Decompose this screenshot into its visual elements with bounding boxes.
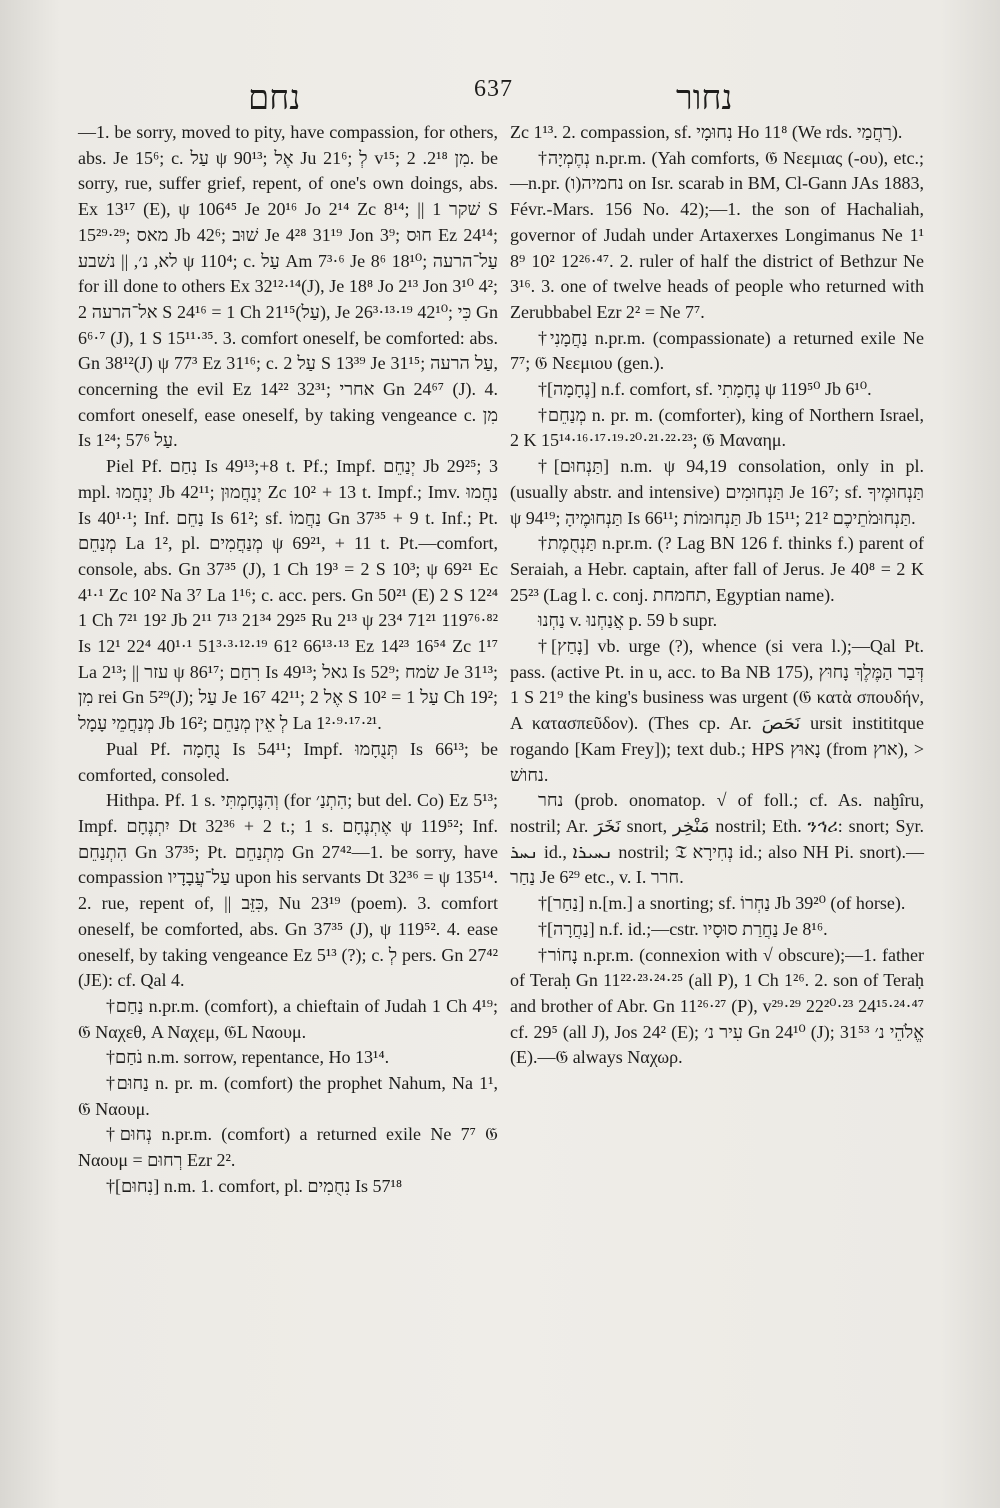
entry-nehamah: †[נֶחָמָה] n.f. comfort, sf. נֶחָמָתִי ψ 119⁵⁰ Jb 6¹⁰. — [538, 379, 872, 400]
entry-naharah: †[נַחֲרָה] n.f. id.;—cstr. נַחֲרַת סוּסָיו Je 8¹⁶. — [538, 918, 828, 939]
entry-nahamani: †נַחֲמָנִי n.pr.m. (compassionate) a returned exile Ne 7⁷; 𝔊 Νεεμιου (gen.). — [510, 327, 925, 374]
page-header — [0, 72, 1000, 118]
entry-nahats: †[נָחַץ] vb. urge (?), whence (si vera l.);—Qal Pt. pass. (active Pt. in u, acc. to Ba NB 175), דְּבַר הַמֶּלֶךְ נָחוּץ 1 S 21⁹ the king's business was urgent (𝔊 κατὰ σπουδήν, A κατασπεῦδον). (Thes cp. Ar. نَحَصَ ursit instititque rogando [Kam Frey]); text dub.; HPS נָאוּץ (from אוץ), > נחושׁ. — [510, 636, 925, 785]
qal-senses: —1. be sorry, moved to pity, have compassion, for others, abs. Je 15⁶; c. עַל ψ 90¹³; אֶל Ju 21⁶; לְ v¹⁵; מִן 2¹⁸. 2. be sorry, rue, suffer grief, repent, of one's own doings, abs. Ex 13¹⁷ (E), ψ 106⁴⁵ Je 20¹⁶ Jo 2¹⁴ Zc 8¹⁴; || שׁקר 1 S 15²⁹·²⁹; מאס Jb 42⁶; שׁוּב Je 4²⁸ 31¹⁹ Jon 3⁹; חוּס Ez 24¹⁴; לא, נ׳, || נשׁבע ψ 110⁴; c. עַל Am 7³·⁶ Je 8⁶ 18¹⁰; עַל־הרעה for ill done to others Ex 32¹²·¹⁴(J), Je 18⁸ Jo 2¹³ Jon 3¹⁰ 4²; אל־הרעה 2 S 24¹⁶ = 1 Ch 21¹⁵(עַל), Je 26³·¹³·¹⁹ 42¹⁰; כִּי Gn 6⁶·⁷ (J), 1 S 15¹¹·³⁵. 3. comfort oneself, be comforted: abs. Gn 38¹²(J) ψ 77³ Ez 31¹⁶; c. עַל 2 S 13³⁹ Je 31¹⁵; עַל הרעה, concerning the evil Ez 14²² 32³¹; אחרי Gn 24⁶⁷ (J). 4. comfort oneself, ease oneself, by taking vengeance c. מִן Is 1²⁴; עַל 57⁶. — [78, 122, 499, 451]
page-number: 637 — [474, 76, 513, 102]
pual-paragraph: Pual Pf. נֻחָמָה Is 54¹¹; Impf. תְּנֻחָמוּ Is 66¹³; be comforted, consoled. — [78, 738, 498, 785]
running-head-right: נחור — [676, 78, 733, 118]
left-column — [78, 120, 498, 1200]
entry-nahor: †נָחוֹר n.pr.m. (connexion with √ obscure);—1. father of Teraḥ Gn 11²²·²³·²⁴·²⁵ (all P), 1 Ch 1²⁶. 2. son of Teraḥ and brother of Abr. Gn 11²⁶·²⁷ (P), v²⁹·²⁹ 22²⁰·²³ 24¹⁵·²⁴·⁴⁷ cf. 29⁵ (all J), Jos 24² (E); עִיר נ׳ Gn 24¹⁰ (J); אֱלֹהֵי נ׳ 31⁵³ (E).—𝔊 always Ναχωρ. — [510, 944, 925, 1068]
running-head-left: נחם — [248, 78, 301, 118]
right-column — [510, 120, 924, 1071]
entry-tanhumeth: †תַּנְחֻמֶת n.pr.m. (? Lag BN 126 f. thinks f.) parent of Seraiah, a Hebr. captain, after fall of Jerus. Je 40⁸ = 2 K 25²³ (Lag l. c. conj. תחמחת, Egyptian name). — [510, 533, 925, 605]
entry-menahem: †מְנַחֵם n. pr. m. (comforter), king of Northern Israel, 2 K 15¹⁴·¹⁶·¹⁷·¹⁹·²⁰·²¹·²²·²³; 𝔊 Μαναημ. — [510, 404, 925, 451]
entry-nahar-root: נחר (prob. onomatop. √ of foll.; cf. As. naḫîru, nostril; Ar. نَخَرَ snort, مَنْخِر nostril; Eth. ንኅሪ: snort; Syr. ܢܚܪ id., ܢܚܝܪܐ nostril; 𝔗 נְחִירָא id.; also NH Pi. snort).—נַחַר Je 6²⁹ etc., v. I. חרר. — [510, 790, 924, 888]
entry-nehemiah: †נְחֶמְיָה n.pr.m. (Yah comforts, 𝔊 Νεεμιας (-ου), etc.;—n.pr. נחמיה(ו) on Isr. scarab in BM, Cl-Gann JAs 1883, Févr.-Mars. 156 No. 42);—1. the son of Hachaliah, governor of Judah under Artaxerxes Longimanus Ne 1¹ 8⁹ 10² 12²⁶·⁴⁷. 2. ruler of half the district of Bethzur Ne 3¹⁶. 3. one of twelve heads of people who returned with Zerubbabel Ezr 2² = Ne 7⁷. — [510, 147, 924, 322]
entry-nahnu: נַחְנוּ v. אֲנַחְנוּ p. 59 b supr. — [538, 610, 718, 631]
entry-nehum-exile: †נְחוּם n.pr.m. (comfort) a returned exile Ne 7⁷ 𝔊 Ναουμ = רְחוּם Ezr 2². — [78, 1124, 498, 1171]
entry-nihum: †[נִחוּם] n.m. 1. comfort, pl. נִחֻמִים Is 57¹⁸ — [106, 1175, 403, 1196]
entry-naham-chieftain: †נַחַם n.pr.m. (comfort), a chieftain of Judah 1 Ch 4¹⁹; 𝔊 Ναχεθ, A Ναχεμ, 𝔊L Ναουμ. — [78, 995, 499, 1042]
entry-nahum-prophet: †נַחוּם n. pr. m. (comfort) the prophet Nahum, Na 1¹, 𝔊 Ναουμ. — [78, 1073, 498, 1119]
entry-tanhum: †[תַּנְחוּם] n.m. ψ 94,19 consolation, only in pl. (usually abstr. and intensive) תַּנְחוּמִים Je 16⁷; sf. תַּנְחוּמֶיךָ ψ 94¹⁹; תַּנְחוּמֶיהָ Is 66¹¹; תַּנְחוּמוֹת Jb 15¹¹; תַּנְחוּמֹתֵיכֶם 21². — [510, 456, 924, 528]
entry-nihum-continued: Zc 1¹³. 2. compassion, sf. נִחוּמָי Ho 11⁸ (We rds. רַחֲמַי). — [510, 122, 903, 142]
hithpa-paragraph: Hithpa. Pf. 1 s. וְהִנֶּחָמְתִּי (for הִתְנַ׳; but del. Co) Ez 5¹³; Impf. יִתְנֶחָם Dt 32³⁶ + 2 t.; 1 s. אֶתְנֶחָם ψ 119⁵²; Inf. הִתְנַחֵם Gn 37³⁵; Pt. מִתְנַחֵם Gn 27⁴²—1. be sorry, have compassion עַל־עֲבָדָיו upon his servants Dt 32³⁶ = ψ 135¹⁴. 2. rue, repent of, || כִּזֵּב, Nu 23¹⁹ (poem). 3. comfort oneself, be comforted, abs. Gn 37³⁵ (J), ψ 119⁵². 4. ease oneself, by taking vengeance Ez 5¹³ (?); c. לְ pers. Gn 27⁴² (JE): cf. Qal 4. — [78, 790, 499, 991]
entry-noham: †נֹחַם n.m. sorrow, repentance, Ho 13¹⁴. — [106, 1047, 390, 1068]
entry-nahar-noun: †[נַחַר] n.[m.] a snorting; sf. נַחְרוֹ Jb 39²⁰ (of horse). — [538, 893, 906, 914]
piel-paragraph: Piel Pf. נִחַם Is 49¹³;+8 t. Pf.; Impf. יְנַחֵם Jb 29²⁵; 3 mpl. יְנַחֲמוּ Jb 42¹¹; יְנַחֲמוּן Zc 10² + 13 t. Impf.; Imv. נַחֲמוּ Is 40¹·¹; Inf. נַחֵם Is 61²; sf. נַחֲמוֹ Gn 37³⁵ + 9 t. Inf.; Pt. מְנַחֵם La 1², pl. מְנַחֲמִים ψ 69²¹, + 11 t. Pt.—comfort, console, abs. Gn 37³⁵ (J), 1 Ch 19³ = 2 S 10³; ψ 69²¹ Ec 4¹·¹ Zc 10² Na 3⁷ La 1¹⁶; c. acc. pers. Gn 50²¹ (E) 2 S 12²⁴ 1 Ch 7²¹ 19² Jb 2¹¹ 7¹³ 21³⁴ 29²⁵ Ru 2¹³ ψ 23⁴ 71²¹ 119⁷⁶·⁸² Is 12¹ 22⁴ 40¹·¹ 51³·³·¹²·¹⁹ 61² 66¹³·¹³ Ez 14²³ 16⁵⁴ Zc 1¹⁷ La 2¹³; || עזר ψ 86¹⁷; רִחַם Is 49¹³; גאל Is 52⁹; שׂמח Je 31¹³; מִן rei Gn 5²⁹(J); עַל Je 16⁷ 42¹¹; אֶל 2 S 10² = עַל 1 Ch 19²; מְנַחֲמֵי עָמָל Jb 16²; לְ אֵין מְנַחֵם La 1²·⁹·¹⁷·²¹. — [78, 456, 499, 734]
